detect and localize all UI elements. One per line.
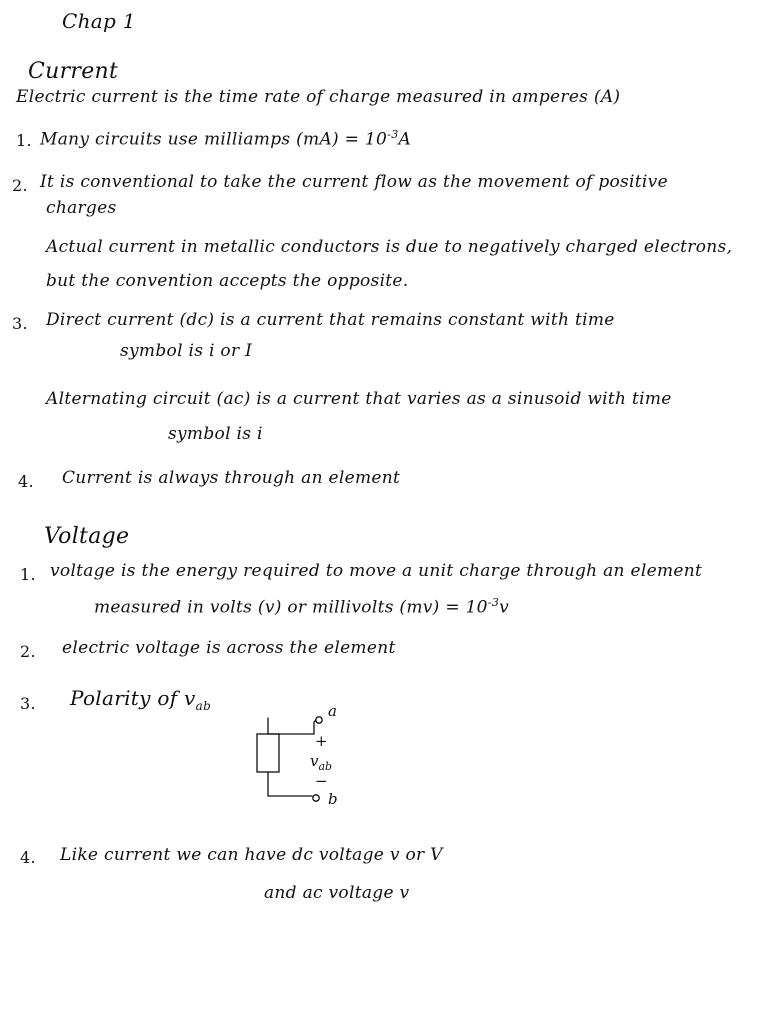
voltage-item-2-number: 2.	[20, 642, 36, 661]
voltage-item-4: Like current we can have dc voltage v or V	[60, 845, 443, 865]
voltage-item-4-cont: and ac voltage v	[264, 883, 410, 903]
current-item-1-unit: A	[398, 129, 412, 150]
current-item-1	[40, 129, 411, 149]
voltage-item-1: voltage is the energy required to move a unit charge through an element	[50, 561, 703, 581]
current-item-1-exponent: -3	[387, 128, 399, 141]
current-item-2-note: Actual current in metallic conductors is due to negatively charged electrons,	[46, 237, 733, 257]
voltage-item-3-number: 3.	[20, 694, 36, 713]
current-item-3-symbol: symbol is i or I	[120, 341, 253, 361]
current-item-2-note-cont: but the convention accepts the opposite.	[46, 271, 409, 291]
current-item-2-cont: charges	[46, 198, 117, 218]
element-circuit-drawing	[248, 704, 358, 810]
current-item-2-number: 2.	[12, 176, 28, 195]
minus-sign: −	[315, 772, 328, 790]
current-item-1-number: 1.	[16, 131, 32, 150]
voltage-label-subscript: ab	[318, 760, 333, 773]
current-item-3: Direct current (dc) is a current that remains constant with time	[46, 310, 615, 330]
terminal-a-label: a	[328, 702, 337, 720]
current-item-4: Current is always through an element	[62, 468, 401, 488]
voltage-item-1-number: 1.	[20, 565, 36, 584]
current-heading: Current	[28, 59, 119, 84]
plus-sign: +	[315, 732, 328, 750]
current-item-4-number: 4.	[18, 472, 34, 491]
voltage-item-1-unit: v	[499, 597, 510, 618]
current-item-1-text: Many circuits use milliamps (mA) = 10	[40, 129, 388, 150]
voltage-item-1-units-text: measured in volts (v) or millivolts (mv) = 10	[94, 597, 488, 618]
voltage-item-1-units	[94, 597, 509, 617]
terminal-b-label: b	[328, 790, 338, 808]
voltage-item-3	[70, 688, 211, 712]
polarity-diagram	[248, 704, 358, 810]
current-item-2: It is conventional to take the current flow as the movement of positive	[40, 172, 668, 192]
page-title: Chap 1	[62, 9, 136, 33]
voltage-item-3-subscript: ab	[195, 699, 212, 713]
voltage-label	[310, 754, 332, 772]
current-item-3-ac-symbol: symbol is i	[168, 424, 263, 444]
voltage-heading: Voltage	[44, 524, 130, 549]
voltage-item-3-text: Polarity of v	[70, 686, 196, 710]
voltage-item-2: electric voltage is across the element	[62, 638, 396, 658]
current-intro: Electric current is the time rate of charge measured in amperes (A)	[16, 87, 621, 107]
current-item-3-number: 3.	[12, 314, 28, 333]
voltage-item-1-exponent: -3	[487, 596, 500, 609]
voltage-label-text: v	[310, 752, 319, 770]
current-item-3-ac: Alternating circuit (ac) is a current that varies as a sinusoid with time	[46, 389, 672, 409]
voltage-item-4-number: 4.	[20, 848, 36, 867]
